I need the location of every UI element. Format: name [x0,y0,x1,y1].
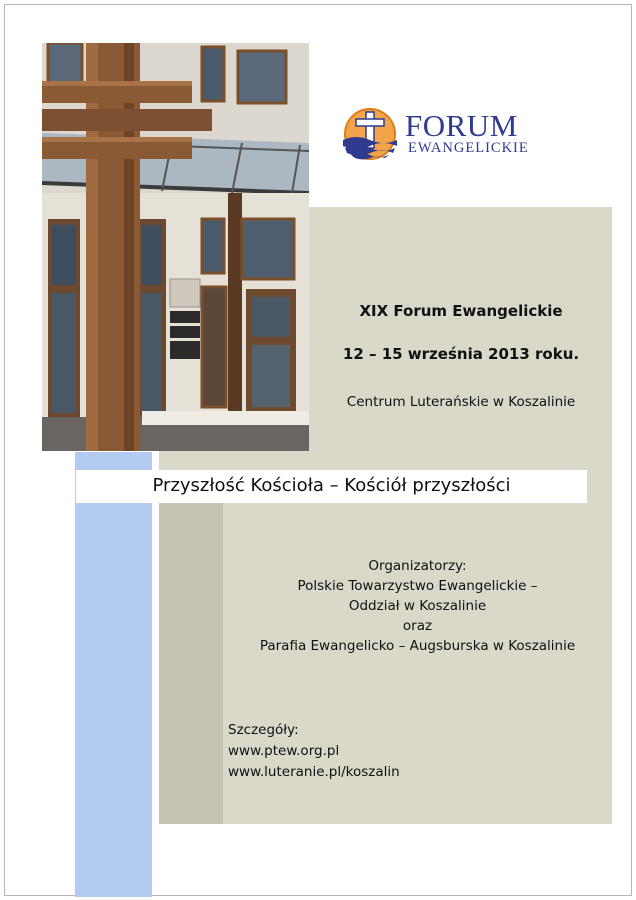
organizer-line: Polskie Towarzystwo Ewangelickie – [297,578,538,594]
event-venue: Centrum Luterańskie w Koszalinie [346,394,576,410]
details-link-ptew[interactable]: www.ptew.org.pl [228,743,340,759]
organizers-block [225,556,610,656]
organizer-line: oraz [402,618,433,634]
forum-logo [339,104,559,164]
logo-word-ewangelickie: EWANGELICKIE [408,140,529,156]
details-block [228,720,400,783]
cross-wave-logo-icon [339,106,401,162]
event-dates: 12 – 15 września 2013 roku. [342,345,580,363]
organizer-line: Parafia Ewangelicko – Augsburska w Koszalinie [259,638,576,654]
blue-stripe [75,452,152,897]
details-heading: Szczegóły: [228,722,299,738]
theme-text: Przyszłość Kościoła – Kościół przyszłości [152,475,511,496]
organizer-line: Oddział w Koszalinie [348,598,487,614]
church-photo [42,43,309,451]
organizers-heading: Organizatorzy: [368,558,467,574]
event-title: XIX Forum Ewangelickie [359,302,563,320]
logo-word-forum: FORUM [405,108,518,143]
beige-stripe [159,500,223,824]
theme-banner [76,470,587,503]
details-link-luteranie[interactable]: www.luteranie.pl/koszalin [228,764,400,780]
